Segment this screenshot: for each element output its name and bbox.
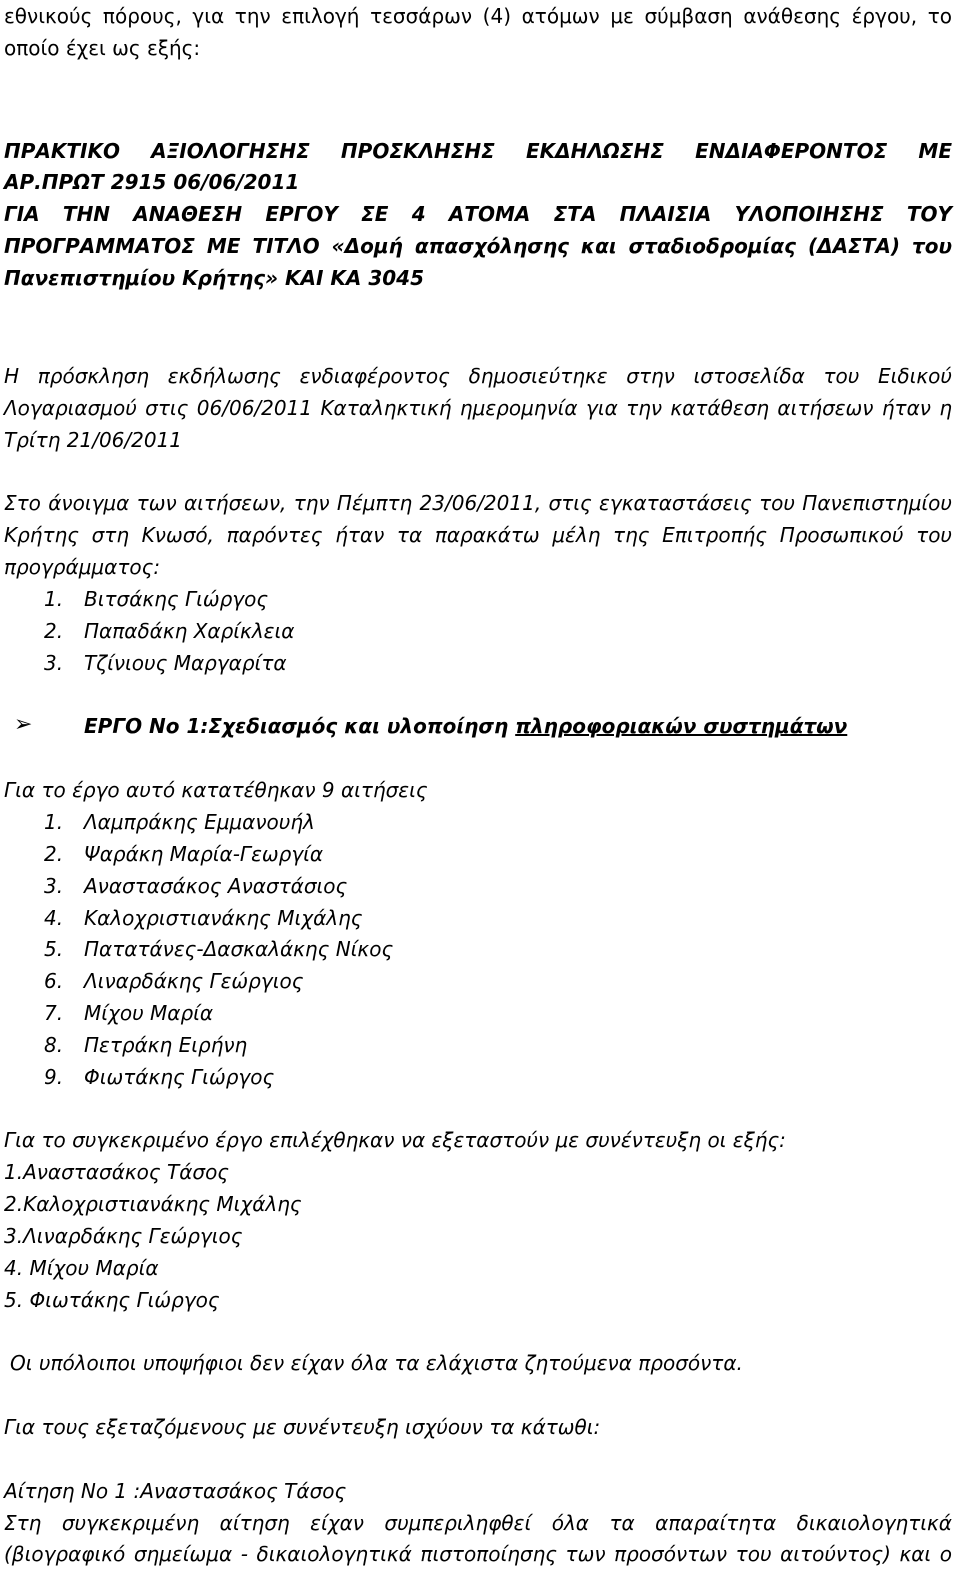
invitation-line-2: Λογαριασμού στις 06/06/2011 Καταληκτική ημερομηνία για την κατάθεση αιτήσεων ήταν η: [4, 396, 952, 420]
applicant-name: Ψαράκη Μαρία-Γεωργία: [84, 842, 324, 866]
committee-item-name: Παπαδάκη Χαρίκλεια: [84, 619, 295, 643]
intro-line-2: οποίο έχει ως εξής:: [4, 36, 201, 60]
application-1-line-2: (βιογραφικό σημείωμα - δικαιολογητικά πιστοποίησης των προσόντων του αιτούντος) και ο: [4, 1542, 952, 1566]
applicant-number: 3.: [44, 874, 64, 898]
application-1-heading: Αίτηση Νο 1 :Αναστασάκος Τάσος: [4, 1479, 347, 1503]
applicant-number: 6.: [44, 969, 64, 993]
intro-line-1: εθνικούς πόρους, για την επιλογή τεσσάρων (4) ατόμων με σύμβαση ανάθεσης έργου, το: [4, 4, 952, 28]
selected-intro: Για το συγκεκριμένο έργο επιλέχθηκαν να εξεταστούν με συνέντευξη οι εξής:: [4, 1128, 786, 1152]
selected-item: 4. Μίχου Μαρία: [4, 1256, 159, 1280]
committee-item-number: 2.: [44, 619, 64, 643]
application-1-line-1: Στη συγκεκριμένη αίτηση είχαν συμπεριληφθεί όλα τα απαραίτητα δικαιολογητικά: [4, 1511, 952, 1535]
selected-item: 2.Καλοχριστιανάκης Μιχάλης: [4, 1192, 302, 1216]
applicant-name: Φιωτάκης Γιώργος: [84, 1065, 275, 1089]
invitation-line-3: Τρίτη 21/06/2011: [4, 428, 183, 452]
others-note: Οι υπόλοιποι υποψήφιοι δεν είχαν όλα τα ελάχιστα ζητούμενα προσόντα.: [10, 1351, 743, 1375]
applicant-number: 9.: [44, 1065, 64, 1089]
title-line-3: ΓΙΑ ΤΗΝ ΑΝΑΘΕΣΗ ΕΡΓΟΥ ΣΕ 4 ΑΤΟΜΑ ΣΤΑ ΠΛΑΙΣΙΑ ΥΛΟΠΟΙΗΣΗΣ ΤΟΥ: [4, 202, 952, 226]
interview-note: Για τους εξεταζόμενους με συνέντευξη ισχύουν τα κάτωθι:: [4, 1415, 601, 1439]
applicant-number: 4.: [44, 906, 64, 930]
arrow-bullet-icon: ➢: [14, 712, 33, 737]
committee-item-number: 1.: [44, 587, 64, 611]
project-title: ΕΡΓΟ Νο 1:Σχεδιασμός και υλοποίηση πληροφοριακών συστημάτων: [84, 714, 848, 738]
committee-item-name: Τζίνιους Μαργαρίτα: [84, 651, 287, 675]
committee-item-name: Βιτσάκης Γιώργος: [84, 587, 269, 611]
opening-line-1: Στο άνοιγμα των αιτήσεων, την Πέμπτη 23/06/2011, στις εγκαταστάσεις του Πανεπιστημίου: [4, 491, 952, 515]
invitation-line-1: Η πρόσκληση εκδήλωσης ενδιαφέροντος δημοσιεύτηκε στην ιστοσελίδα του Ειδικού: [4, 364, 952, 388]
applicant-name: Λιναρδάκης Γεώργιος: [84, 969, 304, 993]
applicant-name: Μίχου Μαρία: [84, 1001, 214, 1025]
selected-item: 5. Φιωτάκης Γιώργος: [4, 1288, 220, 1312]
applicant-number: 5.: [44, 937, 64, 961]
title-line-4: ΠΡΟΓΡΑΜΜΑΤΟΣ ΜΕ ΤΙΤΛΟ «Δομή απασχόλησης και σταδιοδρομίας (ΔΑΣΤΑ) του: [4, 234, 952, 258]
applicant-number: 8.: [44, 1033, 64, 1057]
applicant-name: Λαμπράκης Εμμανουήλ: [84, 810, 315, 834]
title-line-1: ΠΡΑΚΤΙΚΟ ΑΞΙΟΛΟΓΗΣΗΣ ΠΡΟΣΚΛΗΣΗΣ ΕΚΔΗΛΩΣΗΣ ΕΝΔΙΑΦΕΡΟΝΤΟΣ ΜΕ: [4, 139, 952, 163]
applicant-name: Αναστασάκος Αναστάσιος: [84, 874, 348, 898]
applicant-number: 1.: [44, 810, 64, 834]
applicant-name: Καλοχριστιανάκης Μιχάλης: [84, 906, 363, 930]
selected-item: 3.Λιναρδάκης Γεώργιος: [4, 1224, 243, 1248]
selected-item: 1.Αναστασάκος Τάσος: [4, 1160, 230, 1184]
title-line-2: ΑΡ.ΠΡΩΤ 2915 06/06/2011: [4, 170, 300, 194]
applications-intro: Για το έργο αυτό κατατέθηκαν 9 αιτήσεις: [4, 778, 428, 802]
applicant-number: 2.: [44, 842, 64, 866]
opening-line-2: Κρήτης στη Κνωσό, παρόντες ήταν τα παρακάτω μέλη της Επιτροπής Προσωπικού του: [4, 523, 952, 547]
applicant-name: Πετράκη Ειρήνη: [84, 1033, 248, 1057]
title-line-5: Πανεπιστημίου Κρήτης» ΚΑΙ ΚΑ 3045: [4, 266, 424, 290]
opening-line-3: προγράμματος:: [4, 555, 161, 579]
committee-item-number: 3.: [44, 651, 64, 675]
applicant-name: Πατατάνες-Δασκαλάκης Νίκος: [84, 937, 394, 961]
applicant-number: 7.: [44, 1001, 64, 1025]
